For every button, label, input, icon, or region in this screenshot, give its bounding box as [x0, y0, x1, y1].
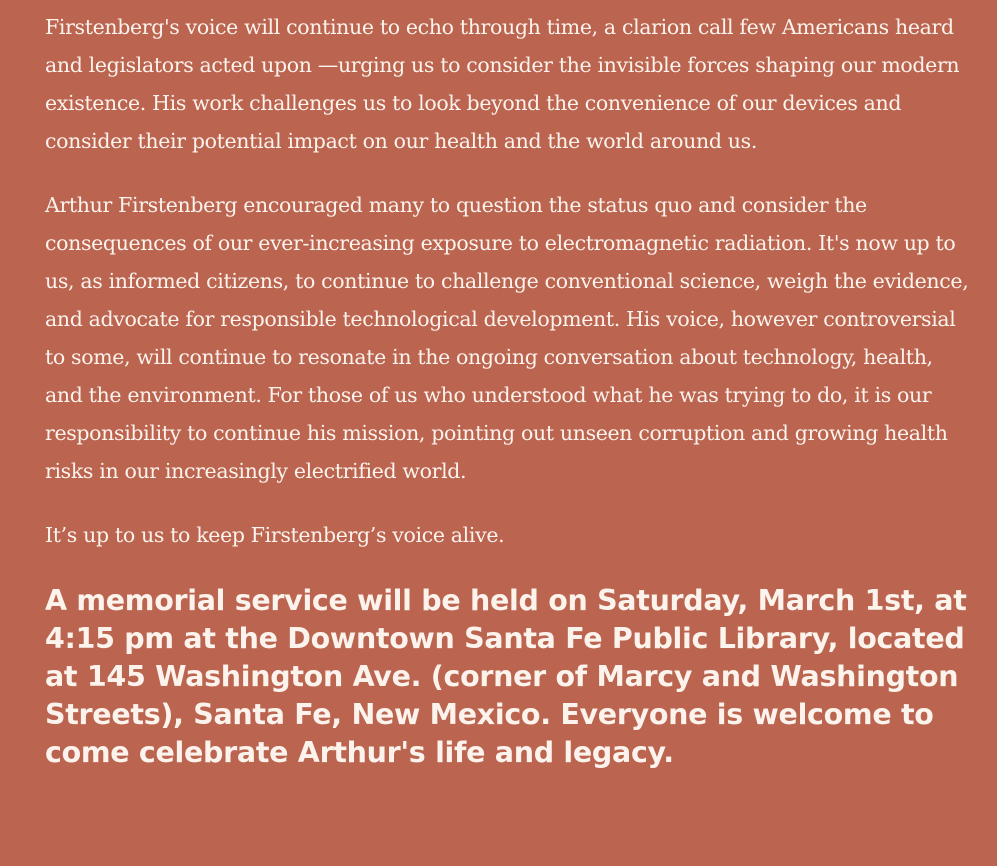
paragraph-keep-voice-alive: It’s up to us to keep Firstenberg’s voice alive.: [45, 523, 505, 547]
article-body: [45, 8, 970, 772]
memorial-service-notice: A memorial service will be held on Saturday, March 1st, at 4:15 pm at the Downtown Santa Fe Public Library, located at 145 Washington Ave. (corner of Marcy and Washington Streets), Santa Fe, New Mexico. Everyone is welcome to come celebrate Arthur's life and legacy.: [45, 584, 967, 769]
paragraph-call-to-action: Arthur Firstenberg encouraged many to question the status quo and consider the consequences of our ever-increasing exposure to electromagnetic radiation. It's now up to us, as informed citizens, to continue to challenge conventional science, weigh the evidence, and advocate for responsible technological development. His voice, however controversial to some, will continue to resonate in the ongoing conversation about technology, health, and the environment. For those of us who understood what he was trying to do, it is our responsibility to continue his mission, pointing out unseen corruption and growing health risks in our increasingly electrified world.: [45, 193, 969, 483]
paragraph-legacy: Firstenberg's voice will continue to echo through time, a clarion call few Americans heard and legislators acted upon —urging us to consider the invisible forces shaping our modern existence. His work challenges us to look beyond the convenience of our devices and consider their potential impact on our health and the world around us.: [45, 15, 960, 153]
